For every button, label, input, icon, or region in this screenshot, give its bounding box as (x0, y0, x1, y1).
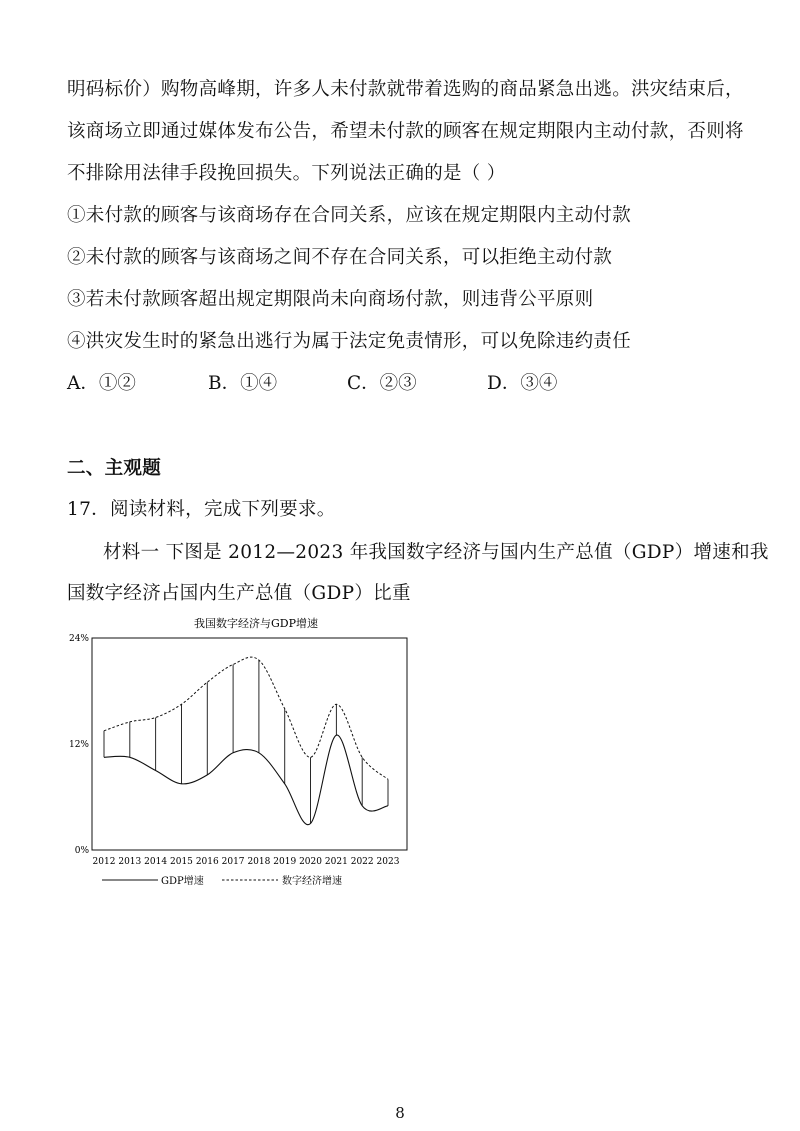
x-tick-2016: 2016 (195, 857, 219, 867)
y-tick-0pct: 0% (74, 846, 89, 856)
x-tick-2015: 2015 (170, 857, 193, 867)
x-tick-2022: 2022 (350, 857, 374, 867)
statement-2: ②未付款的顾客与该商场之间不存在合同关系，可以拒绝主动付款 (67, 247, 613, 268)
paragraph-line-2: 该商场立即通过媒体发布公告，希望未付款的顾客在规定期限内主动付款，否则将 (67, 121, 744, 142)
option-c: C．②③ (347, 373, 417, 394)
y-tick-24pct: 24% (68, 634, 89, 644)
option-a: A．①② (67, 373, 136, 394)
x-tick-2012: 2012 (92, 857, 116, 867)
gdp-growth-line (104, 735, 388, 825)
chart-title: 我国数字经济与GDP增速 (193, 617, 319, 630)
paragraph-line-3: 不排除用法律手段挽回损失。下列说法正确的是（ ） (67, 163, 506, 184)
x-tick-2018: 2018 (247, 857, 271, 867)
digital-economy-growth-line (104, 657, 388, 779)
legend-gdp-label: GDP增速 (161, 876, 204, 887)
page-number: 8 (395, 1104, 405, 1122)
section-title: 二、主观题 (67, 458, 162, 479)
question-17: 17．阅读材料，完成下列要求。 (67, 499, 336, 520)
x-tick-2021: 2021 (324, 857, 348, 867)
x-tick-2014: 2014 (144, 857, 168, 867)
option-b: B．①④ (208, 373, 278, 394)
legend-digital-label: 数字经济增速 (282, 876, 342, 887)
x-tick-2020: 2020 (299, 857, 322, 867)
y-tick-12pct: 12% (68, 740, 89, 750)
material-line-2: 国数字经济占国内生产总值（GDP）比重 (67, 583, 411, 604)
x-tick-2023: 2023 (376, 857, 400, 867)
growth-chart (60, 606, 420, 896)
option-d: D．③④ (487, 373, 558, 394)
x-tick-2013: 2013 (118, 857, 142, 867)
paragraph-line-1: 明码标价）购物高峰期，许多人未付款就带着选购的商品紧急出逃。洪灾结束后， (67, 79, 744, 100)
statement-1: ①未付款的顾客与该商场存在合同关系，应该在规定期限内主动付款 (67, 205, 632, 226)
x-tick-2017: 2017 (221, 857, 245, 867)
statement-3: ③若未付款顾客超出规定期限尚未向商场付款，则违背公平原则 (67, 289, 594, 310)
plot-frame (92, 638, 407, 850)
statement-4: ④洪灾发生时的紧急出逃行为属于法定免责情形，可以免除违约责任 (67, 331, 632, 352)
x-tick-2019: 2019 (273, 857, 297, 867)
material-line-1: 材料一 下图是 2012—2023 年我国数字经济与国内生产总值（GDP）增速和我 (103, 542, 769, 563)
